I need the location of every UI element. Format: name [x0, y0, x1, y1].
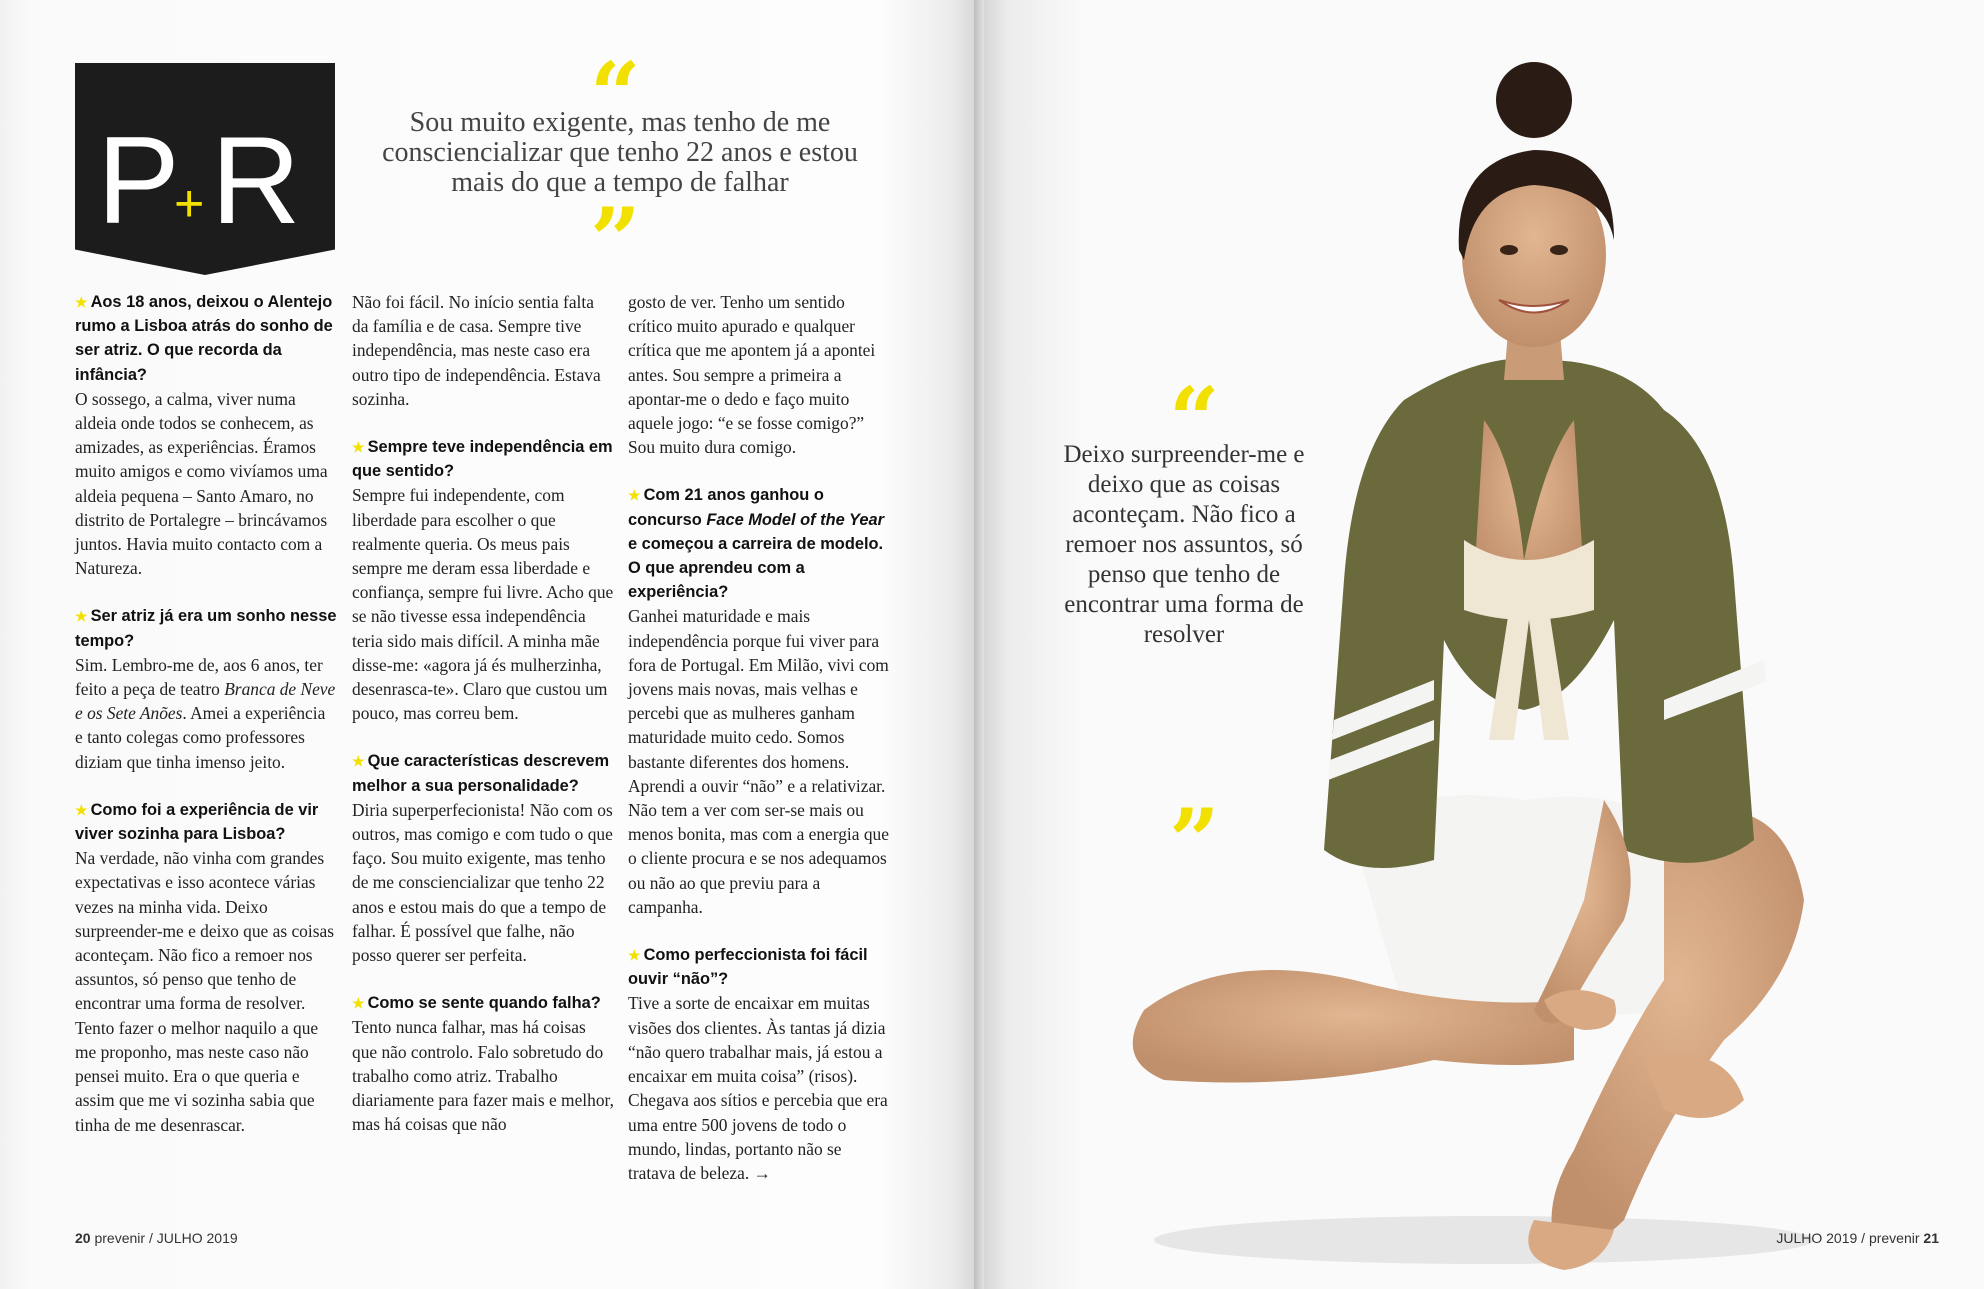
question [75, 290, 337, 387]
question-text: Que características descrevem melhor a sua personalidade? [352, 752, 610, 795]
star-icon: ★ [75, 608, 88, 625]
logo-letter-r: R [211, 112, 301, 250]
eye-right [1550, 245, 1568, 255]
answer-continued: gosto de ver. Tenho um sentido crítico muito apurado e qualquer crítica que me apontem já a apontei antes. Sou sempre a primeira a apontar-me o dedo e faço muito aquele jogo: “e se fosse comigo?” Sou muito dura comigo. [628, 292, 876, 458]
page-number: 21 [1923, 1230, 1939, 1246]
question [352, 749, 614, 797]
star-icon: ★ [352, 995, 365, 1012]
answer: Sempre fui independente, com liberdade para escolher o que realmente queria. Os meus pais sempre me deram essa liberdade e confiança, sempre fui livre. Acho que se não tivesse essa independência teria sido mais difícil. A minha mãe disse-me: «agora já és mulherzinha, desenrasca-te». Claro que custou um pouco, mas correu bem. [352, 485, 614, 724]
star-icon: ★ [628, 947, 641, 964]
answer [75, 653, 337, 774]
folio-left [75, 1230, 238, 1246]
answer: Na verdade, não vinha com grandes expectativas e isso acontece várias vezes na minha vida. Deixo surpreender-me e deixo que as coisas aconteçam. Não fico a remoer nos assuntos, só penso que tenho de encontrar uma forma de resolver. Tento fazer o melhor naquilo a que me proponho, mas neste caso não pensei muito. Era o que queria e assim que me vi sozinha sabia que tinha de me desenrascar. [75, 848, 334, 1135]
question-text: Como perfeccionista foi fácil ouvir “não”? [628, 946, 868, 989]
side-quote-open-mark: “ [1169, 367, 1220, 471]
answer-continued: Não foi fácil. No início sentia falta da família e de casa. Sempre tive independência, mas neste caso era outro tipo de independência. Estava sozinha. [352, 292, 601, 409]
question-text: Aos 18 anos, deixou o Alentejo rumo a Lisboa atrás do sonho de ser atriz. O que recorda da infância? [75, 293, 333, 384]
answer: Diria superperfecionista! Não com os outros, mas comigo e com tudo o que faço. Sou muito exigente, mas tenho de me consciencializar que tenho 22 anos e estou mais do que a tempo de falhar. É possível que falhe, não posso querer ser perfeita. [352, 799, 613, 966]
hair-bun [1496, 62, 1572, 138]
logo-plus: + [174, 175, 205, 233]
right-page [984, 0, 1984, 1289]
answer-text: Sim. Lembro-me de, aos 6 anos, ter feito a peça de teatro [75, 654, 323, 700]
answer: Tive a sorte de encaixar em muitas visões dos clientes. Às tantas já dizia “não quero trabalhar mais, já estou a encaixar em muita coisa” (risos). Chegava aos sítios e percebia que era uma entre 500 jovens de todo o mundo, lindas, portanto não se tratava de beleza. → [628, 993, 888, 1183]
question [352, 991, 614, 1015]
question-text: Sempre teve independência em que sentido? [352, 438, 613, 481]
pull-quote: Sou muito exigente, mas tenho de me consciencializar que tenho 22 anos e estou mais do que a tempo de falhar [382, 107, 858, 198]
text-column-3 [628, 290, 890, 1209]
qa-block [75, 798, 337, 1137]
side-quote: Deixo surpreender-me e deixo que as coisas aconteçam. Não fico a remoer nos assuntos, só penso que tenho de encontrar uma forma de resolver [1063, 441, 1305, 648]
page-number: 20 [75, 1230, 91, 1246]
folio-right [1776, 1230, 1939, 1246]
text-column-2 [352, 290, 614, 1161]
question [628, 483, 890, 604]
left-page [0, 0, 974, 1289]
question-text: Como foi a experiência de vir viver sozinha para Lisboa? [75, 800, 319, 844]
question [75, 604, 337, 652]
qa-block [352, 749, 614, 967]
spine-gutter [974, 0, 984, 1289]
pull-quote-close-mark: ” [590, 188, 641, 292]
qa-block [75, 604, 337, 773]
question-text: Com 21 anos ganhou o concurso [628, 486, 824, 529]
pr-logo [75, 63, 335, 275]
qa-block [75, 290, 337, 580]
question [75, 798, 337, 846]
star-icon: ★ [75, 801, 88, 818]
question-text: e começou a carreira de modelo. O que aprendeu com a experiência? [628, 534, 884, 602]
text-column-1 [75, 290, 337, 1161]
folio-text: prevenir / JULHO 2019 [94, 1230, 238, 1246]
logo-letter-p: P [97, 112, 180, 250]
answer: Ganhei maturidade e mais independência porque fui viver para fora de Portugal. Em Milão, vivi com jovens mais novas, mais velhas e percebi que as mulheres ganham maturidade muito cedo. Somos bastante diferentes dos homens. Aprendi a ouvir “não” e a relativizar. Não tem a ver com ser-se mais ou menos bonita, mas com a energia que o cliente procura e se nos adequamos ou não ao que previu para a campanha. [628, 606, 889, 917]
folio-text: JULHO 2019 / prevenir [1776, 1230, 1920, 1246]
eye-left [1500, 245, 1518, 255]
model-photo [1104, 20, 1904, 1280]
question-text: Ser atriz já era um sonho nesse tempo? [75, 607, 337, 650]
qa-block [628, 483, 890, 919]
answer: Tento nunca falhar, mas há coisas que não controlo. Falo sobretudo do trabalho como atriz. Trabalho diariamente para fazer mais e melhor, mas há coisas que não [352, 1017, 614, 1135]
answer-text: . Amei a experiência e tanto colegas como professores diziam que tinha imenso jeito. [75, 703, 326, 772]
qa-block [352, 991, 614, 1136]
play-title: Branca de Neve e os Sete Anões [75, 679, 336, 724]
star-icon: ★ [75, 294, 88, 310]
qa-block [352, 435, 614, 725]
star-icon: ★ [628, 487, 641, 504]
side-quote-close-mark: ” [1169, 789, 1220, 893]
answer: O sossego, a calma, viver numa aldeia onde todos se conhecem, as amizades, as experiências. Éramos muito amigos e como vivíamos uma aldeia pequena – Santo Amaro, no distrito de Portalegre – brincávamos juntos. Havia muito contacto com a Natureza. [75, 388, 328, 579]
question [628, 943, 890, 991]
qa-block [628, 943, 890, 1185]
contest-title: Face Model of the Year [706, 510, 884, 529]
pull-quote-open-mark: “ [590, 42, 641, 146]
star-icon: ★ [352, 439, 365, 456]
question [352, 435, 614, 483]
star-icon: ★ [352, 753, 365, 770]
question-text: Como se sente quando falha? [367, 994, 601, 1013]
floor-shadow [1154, 1216, 1814, 1264]
